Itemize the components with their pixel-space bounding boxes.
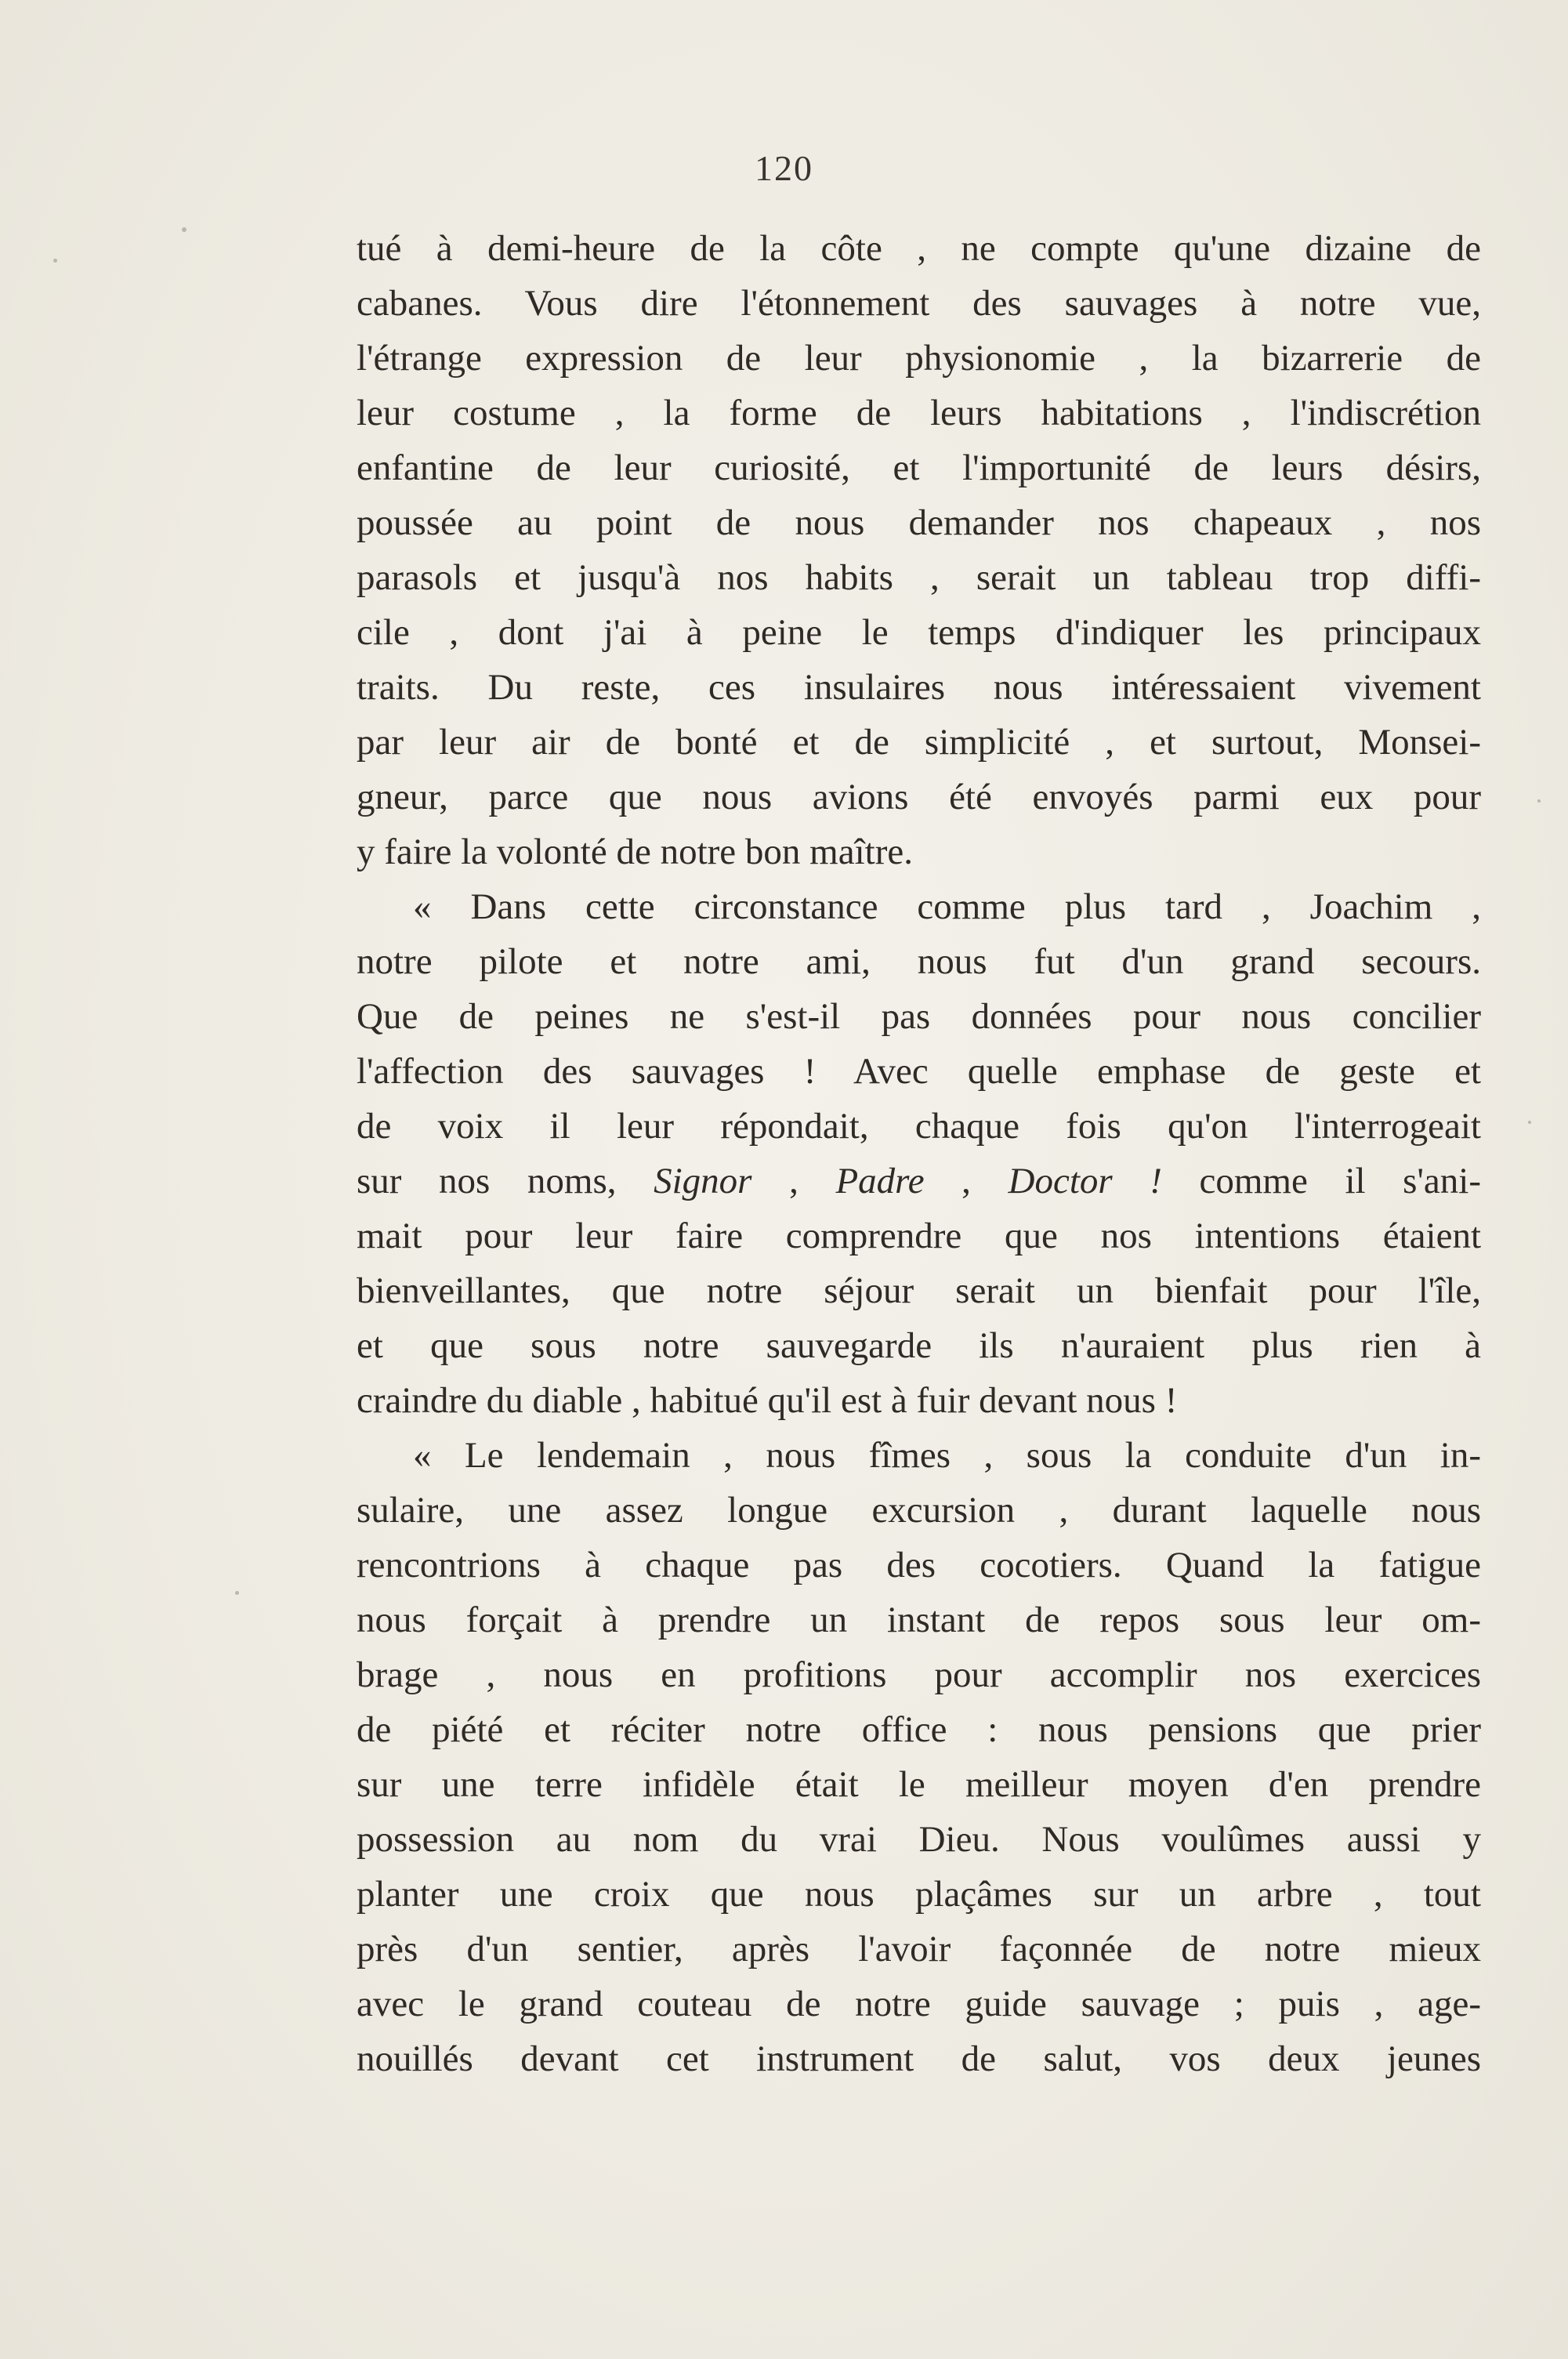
text-line: de voix il leur répondait, chaque fois qu'on l'interrogeait xyxy=(357,1106,1481,1147)
body-text xyxy=(357,221,1481,2086)
text-line: possession au nom du vrai Dieu. Nous voulûmes aussi y xyxy=(357,1819,1481,1860)
paper-speck xyxy=(1528,1121,1531,1124)
text-line: planter une croix que nous plaçâmes sur un arbre , tout xyxy=(357,1874,1481,1915)
text-line: brage , nous en profitions pour accomplir nos exercices xyxy=(357,1654,1481,1695)
text-line: avec le grand couteau de notre guide sauvage ; puis , age- xyxy=(357,1984,1481,2024)
text-line: tué à demi-heure de la côte , ne compte qu'une dizaine de xyxy=(357,228,1481,269)
text-line: et que sous notre sauvegarde ils n'auraient plus rien à xyxy=(357,1325,1481,1366)
paper-speck xyxy=(182,227,186,232)
text-line-with-italics xyxy=(357,1154,1481,1208)
text-span: sur nos noms, xyxy=(357,1161,654,1201)
text-line: traits. Du reste, ces insulaires nous intéressaient vivement xyxy=(357,667,1481,708)
text-line: cile , dont j'ai à peine le temps d'indiquer les principaux xyxy=(357,612,1481,653)
italic-word-doctor: Doctor ! xyxy=(1008,1161,1162,1201)
text-line: par leur air de bonté et de simplicité , et surtout, Monsei- xyxy=(357,722,1481,763)
text-span: , xyxy=(751,1161,836,1201)
italic-word-signor: Signor xyxy=(654,1161,752,1201)
text-line: parasols et jusqu'à nos habits , serait un tableau trop diffi- xyxy=(357,557,1481,598)
text-line: cabanes. Vous dire l'étonnement des sauvages à notre vue, xyxy=(357,283,1481,324)
text-line: notre pilote et notre ami, nous fut d'un grand secours. xyxy=(357,941,1481,982)
text-line: Que de peines ne s'est-il pas données pour nous concilier xyxy=(357,996,1481,1037)
text-line: nous forçait à prendre un instant de repos sous leur om- xyxy=(357,1600,1481,1640)
text-line: gneur, parce que nous avions été envoyés parmi eux pour xyxy=(357,777,1481,817)
page-number: 120 xyxy=(755,148,813,188)
text-line: l'étrange expression de leur physionomie , la bizarrerie de xyxy=(357,338,1481,379)
text-line: « Le lendemain , nous fîmes , sous la conduite d'un in- xyxy=(413,1435,1481,1476)
text-line: de piété et réciter notre office : nous pensions que prier xyxy=(357,1709,1481,1750)
text-line: leur costume , la forme de leurs habitations , l'indiscrétion xyxy=(357,393,1481,433)
text-line: sur une terre infidèle était le meilleur moyen d'en prendre xyxy=(357,1764,1481,1805)
text-line: craindre du diable , habitué qu'il est à fuir devant nous ! xyxy=(357,1380,1178,1421)
text-line: mait pour leur faire comprendre que nos intentions étaient xyxy=(357,1216,1481,1256)
text-line: bienveillantes, que notre séjour serait un bienfait pour l'île, xyxy=(357,1270,1481,1311)
text-span: , xyxy=(924,1161,1009,1201)
italic-word-padre: Padre xyxy=(835,1161,925,1201)
text-line: « Dans cette circonstance comme plus tard , Joachim , xyxy=(413,886,1481,927)
paper-speck xyxy=(53,259,57,263)
text-span: comme il s'ani- xyxy=(1161,1161,1481,1201)
text-line: poussée au point de nous demander nos chapeaux , nos xyxy=(357,502,1481,543)
text-line: près d'un sentier, après l'avoir façonnée de notre mieux xyxy=(357,1929,1481,1969)
text-line: nouillés devant cet instrument de salut, vos deux jeunes xyxy=(357,2038,1481,2079)
text-line: l'affection des sauvages ! Avec quelle emphase de geste et xyxy=(357,1051,1481,1092)
paper-speck xyxy=(235,1591,239,1595)
text-line: y faire la volonté de notre bon maître. xyxy=(357,832,913,872)
text-line: rencontrions à chaque pas des cocotiers. Quand la fatigue xyxy=(357,1545,1481,1585)
text-line: enfantine de leur curiosité, et l'importunité de leurs désirs, xyxy=(357,448,1481,488)
text-line: sulaire, une assez longue excursion , durant laquelle nous xyxy=(357,1490,1481,1531)
paper-speck xyxy=(1537,799,1541,803)
